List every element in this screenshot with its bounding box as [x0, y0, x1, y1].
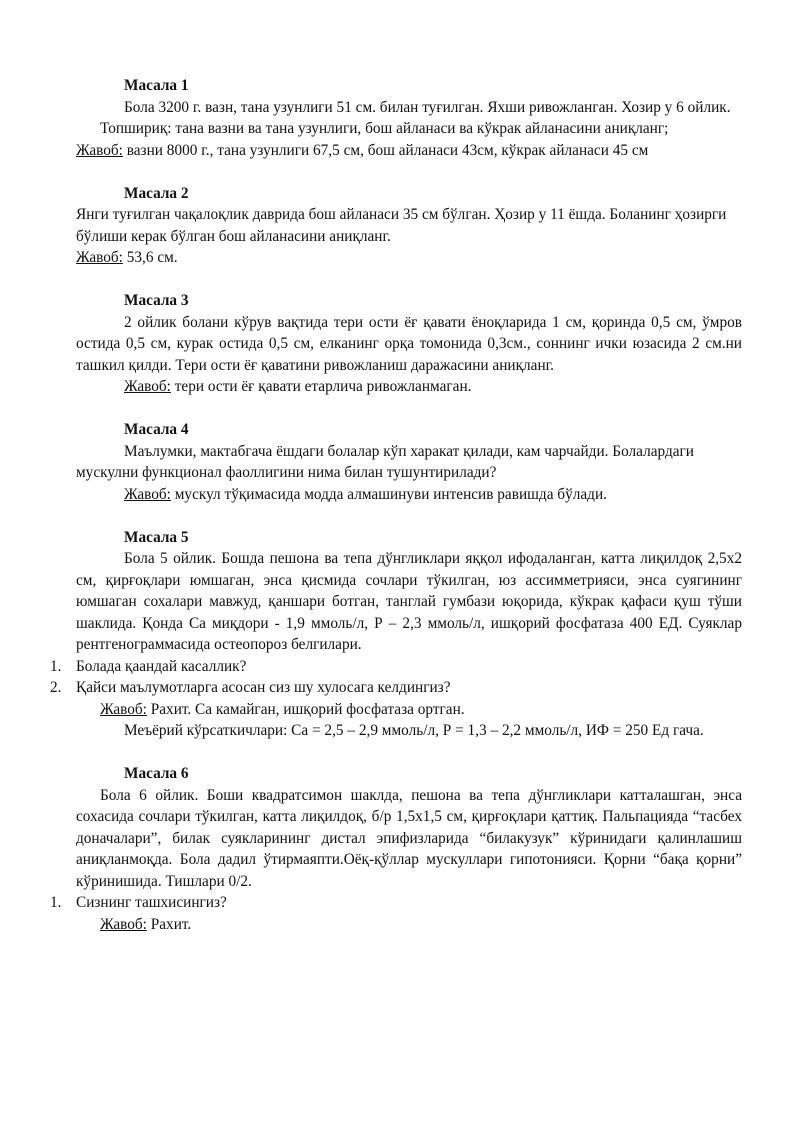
answer-text: вазни 8000 г., тана узунлиги 67,5 см, бош айланаси 43см, кўкрак айланаси 45 см	[122, 141, 649, 159]
problem-text: Маълумки, мактабгача ёшдаги болалар кўп харакат қилади, кам чарчайди. Болалардаги мускулни функционал фаоллигини нима билан тушунтирилади?	[76, 442, 694, 481]
problem-title: Масала 4	[124, 421, 189, 438]
problem-2	[76, 183, 742, 269]
problem-6	[50, 763, 742, 935]
answer-label: Жавоб:	[76, 249, 123, 266]
problem-answer	[76, 247, 742, 269]
question-item: 1. Болада қаандай касаллик?	[50, 657, 247, 675]
problem-answer	[76, 484, 742, 506]
answer-text: Рахит. Са камайган, ишқорий фосфатаза ортган.	[146, 700, 465, 718]
problem-text: Бола 3200 г. вазн, тана узунлиги 51 см. билан туғилган. Яхши ривожланган. Хозир у 6 ойлик.	[124, 98, 731, 116]
problem-text: Бола 6 ойлик. Боши квадратсимон шаклда, пешона ва тепа дўнгликлари катталашган, энса сохасида сочлари тўкилган, катта лиқилдоқ, б/р 1,5х1,5 см, қирғоқлари қаттиқ. Пальпацияда “тасбех доначалари”, билак суякларининг дистал эпифизларида “билакузук” кўринидаги қалинлашиш аниқланмоқда. Бола дадил ўтирмаяпти.Оёқ-қўллар мускуллари гипотонияси. Қорни “бақа қорни” кўринишида. Тишлари 0/2.	[76, 786, 742, 890]
answer-text: мускул тўқимасида модда алмашинуви интенсив равишда бўлади.	[170, 485, 607, 503]
question-item: 1. Сизнинг ташхисингиз?	[50, 894, 227, 911]
problem-3	[76, 290, 742, 398]
problem-norms: Меъёрий кўрсаткичлари: Са = 2,5 – 2,9 ммоль/л, Р = 1,3 – 2,2 ммоль/л, ИФ = 250 Ед гача.	[124, 722, 704, 739]
answer-text: тери ости ёғ қавати етарлича ривожланмаган.	[170, 378, 472, 395]
document-page	[50, 75, 742, 935]
problem-answer	[76, 376, 742, 398]
problem-text: 2 ойлик болани кўрув вақтида тери ости ёғ қавати ёноқларида 1 см, қоринда 0,5 см, ўмров остида 0,5 см, курак остида 0,5 см, елканинг орқа томонида 0,3см., соннинг ички юзасида 2 см.ни ташкил қилди. Тери ости ёғ қаватини ривожланиш даражасини аниқланг.	[76, 313, 742, 374]
problem-text: Янги туғилган чақалоқлик даврида бош айланаси 35 см бўлган. Ҳозир у 11 ёшда. Боланинг ҳозирги бўлиши керак бўлган бош айланасини аниқланг.	[76, 206, 727, 245]
problem-text: Бола 5 ойлик. Бошда пешона ва тепа дўнгликлари яққол ифодаланган, катта лиқилдоқ 2,5х2 см, қирғоқлари юмшаган, энса қисмида сочлари тўкилган, юз ассимметрияси, энса суягининг юмшаган сохалари мавжуд, қаншари ботган, танглай гумбази юқорида, кўкрак қафаси қуш тўши шаклида. Қонда Са миқдори - 1,9 ммоль/л, Р – 2,3 ммоль/л, ишқорий фосфатаза 400 ЕД. Суяклар рентгенограммасида остеопороз белгилари.	[76, 550, 742, 653]
answer-label: Жавоб:	[100, 700, 147, 718]
answer-label: Жавоб:	[124, 485, 171, 503]
answer-label: Жавоб:	[76, 141, 123, 159]
problem-title: Масала 6	[124, 765, 189, 782]
problem-answer	[76, 914, 742, 936]
problem-title: Масала 1	[124, 77, 189, 94]
problem-answer	[76, 699, 742, 721]
answer-label: Жавоб:	[100, 915, 147, 933]
problem-1	[76, 75, 742, 161]
problem-answer	[76, 140, 742, 162]
problem-title: Масала 2	[124, 184, 189, 202]
problem-title: Масала 3	[124, 292, 189, 309]
question-item: 2. Қайси маълумотларга асосан сиз шу хулосага келдингиз?	[50, 679, 451, 696]
answer-text: Рахит.	[146, 915, 192, 933]
problem-5	[50, 527, 742, 742]
answer-label: Жавоб:	[124, 378, 171, 395]
problem-task: Топшириқ: тана вазни ва тана узунлиги, бош айланаси ва кўкрак айланасини аниқланг;	[100, 120, 669, 137]
problem-title: Масала 5	[124, 528, 189, 546]
problem-4	[76, 419, 742, 505]
answer-text: 53,6 см.	[122, 249, 178, 266]
